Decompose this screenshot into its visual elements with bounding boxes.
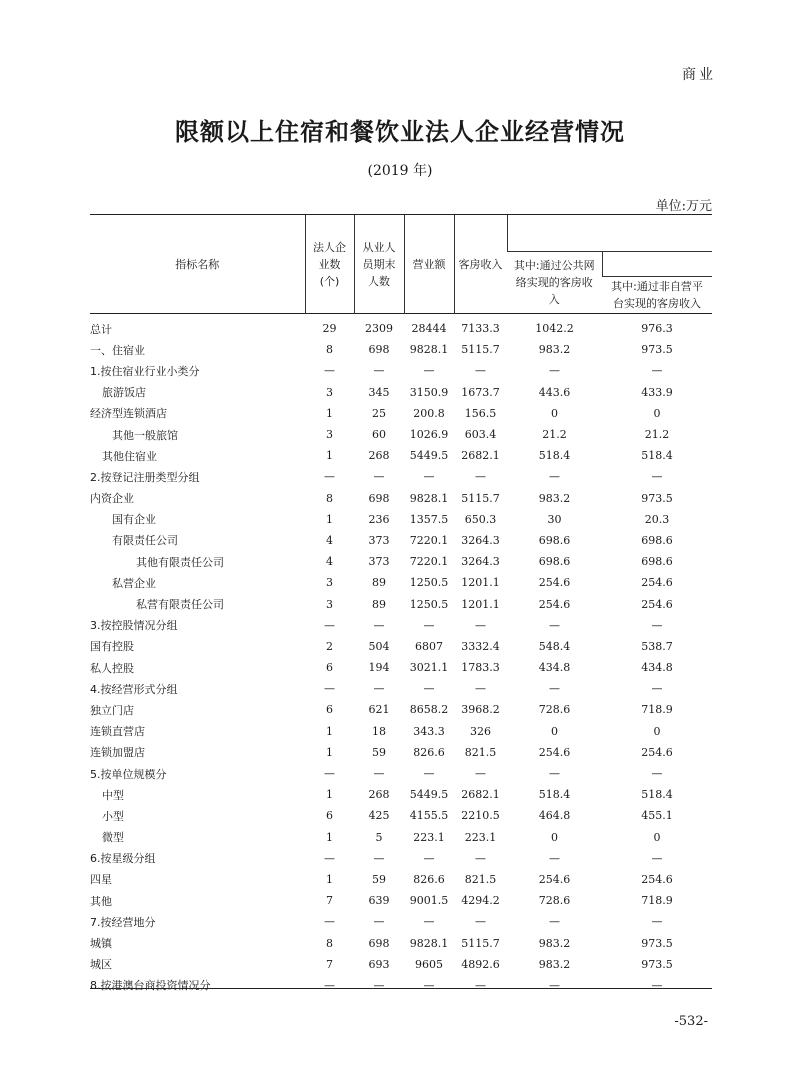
row-value: 1: [326, 745, 333, 759]
row-value: —: [324, 767, 335, 781]
row-value: 8: [326, 343, 333, 357]
row-value: —: [549, 915, 560, 929]
row-value: 603.4: [464, 428, 497, 442]
row-value: 1: [326, 872, 333, 886]
row-value: —: [549, 682, 560, 696]
row-value: 89: [372, 597, 386, 611]
row-value: —: [423, 682, 435, 696]
row-value: 2309: [365, 322, 393, 336]
table-row: [90, 784, 712, 805]
row-value: 20.3: [644, 512, 670, 526]
row-value: 254.6: [538, 597, 571, 611]
row-value: 4294.2: [461, 894, 500, 908]
row-value: —: [549, 618, 560, 632]
row-value: 1042.2: [535, 322, 574, 336]
row-value: —: [475, 978, 486, 992]
row-value: 1201.1: [461, 597, 500, 611]
row-value: 4155.5: [409, 809, 449, 823]
table-row: [90, 699, 712, 720]
row-value: 4892.6: [461, 957, 500, 971]
row-value: 718.9: [641, 894, 673, 908]
row-name: 四星: [90, 873, 112, 887]
row-name: 城镇: [90, 937, 112, 951]
header-room: 客房收入: [454, 215, 507, 314]
row-value: —: [423, 978, 435, 992]
table-row: [90, 657, 712, 678]
row-value: —: [651, 682, 663, 696]
section-label: 商业: [682, 67, 716, 83]
row-value: —: [549, 767, 560, 781]
row-value: 9828.1: [409, 936, 449, 950]
table-row: [90, 890, 712, 911]
row-value: 4: [326, 555, 333, 569]
row-value: —: [324, 915, 335, 929]
row-name: 4.按经营形式分组: [90, 682, 178, 696]
row-value: 621: [368, 703, 390, 717]
header-nonself: [602, 277, 712, 314]
table-row: [90, 466, 712, 487]
data-table: [90, 214, 712, 996]
row-value: 268: [368, 449, 390, 463]
table-row: [90, 530, 712, 551]
row-value: 236: [368, 512, 390, 526]
row-value: 434.8: [538, 661, 571, 675]
row-value: 9605: [415, 957, 443, 971]
row-value: 425: [368, 809, 390, 823]
row-value: 650.3: [464, 512, 497, 526]
row-value: —: [324, 851, 335, 865]
row-value: —: [423, 364, 435, 378]
row-value: 254.6: [641, 597, 673, 611]
row-value: —: [373, 682, 385, 696]
row-value: 826.6: [413, 872, 445, 886]
row-value: 6: [326, 703, 333, 717]
table-row: [90, 911, 712, 932]
row-value: 443.6: [538, 385, 571, 399]
row-value: —: [324, 618, 335, 632]
table-row: [90, 742, 712, 763]
row-value: 1673.7: [461, 385, 500, 399]
row-value: 518.4: [641, 788, 673, 802]
row-value: 4: [326, 533, 333, 547]
row-value: 29: [322, 322, 337, 336]
table-row: [90, 848, 712, 869]
row-value: 0: [653, 724, 661, 738]
table-body: [90, 314, 712, 997]
row-name: 其他住宿业: [102, 449, 157, 463]
row-value: 434.8: [641, 661, 673, 675]
row-value: 0: [551, 724, 558, 738]
row-value: 0: [551, 406, 558, 420]
row-value: 983.2: [538, 936, 571, 950]
table-row: [90, 509, 712, 530]
row-value: —: [651, 978, 663, 992]
row-value: 7: [326, 957, 333, 971]
row-value: 973.5: [641, 936, 673, 950]
row-value: —: [475, 915, 486, 929]
row-name: 内资企业: [90, 492, 134, 506]
row-value: 973.5: [641, 491, 673, 505]
header-count-text: 法人企业数(个): [313, 240, 346, 288]
row-value: 3968.2: [461, 703, 500, 717]
row-name: 有限责任公司: [112, 534, 178, 548]
row-value: —: [373, 364, 385, 378]
row-value: 25: [372, 406, 386, 420]
row-value: 5449.5: [409, 788, 449, 802]
row-value: 3: [326, 576, 333, 590]
table-row: [90, 954, 712, 975]
row-value: 21.2: [644, 428, 670, 442]
row-value: 698.6: [641, 555, 673, 569]
row-value: 5: [375, 830, 383, 844]
row-value: —: [651, 618, 663, 632]
row-value: 2: [326, 639, 333, 653]
row-value: 718.9: [641, 703, 673, 717]
row-name: 城区: [90, 958, 112, 972]
row-value: 973.5: [641, 957, 673, 971]
row-value: —: [475, 618, 486, 632]
row-name: 5.按单位规模分: [90, 767, 167, 781]
row-value: 639: [368, 894, 390, 908]
row-value: —: [324, 978, 335, 992]
row-value: 254.6: [641, 745, 673, 759]
row-value: —: [373, 851, 385, 865]
row-name: 经济型连锁酒店: [90, 407, 167, 421]
row-value: 693: [368, 957, 390, 971]
row-value: —: [549, 851, 560, 865]
row-name: 2.按登记注册类型分组: [90, 470, 200, 484]
row-value: —: [423, 470, 435, 484]
table-row: [90, 678, 712, 699]
row-value: 1026.9: [409, 428, 449, 442]
row-name: 微型: [102, 831, 124, 845]
header-revenue: 营业额: [404, 215, 454, 314]
header-staff-text: 从业人员期末人数: [362, 240, 396, 288]
table-row: [90, 445, 712, 466]
row-value: 821.5: [464, 872, 497, 886]
row-value: 59: [372, 872, 386, 886]
row-value: 698: [368, 491, 390, 505]
row-value: 698: [368, 936, 390, 950]
unit-label: 单位:万元: [655, 199, 712, 214]
row-value: —: [373, 767, 385, 781]
table-row: [90, 805, 712, 826]
row-name: 私人控股: [90, 661, 134, 675]
row-value: 2682.1: [461, 788, 500, 802]
row-value: 983.2: [538, 957, 571, 971]
row-value: 3264.3: [461, 555, 500, 569]
row-value: 464.8: [538, 809, 571, 823]
row-name: 1.按住宿业行业小类分: [90, 364, 200, 378]
row-value: —: [373, 618, 385, 632]
row-value: 1783.3: [461, 661, 500, 675]
table-row: [90, 932, 712, 953]
row-value: 0: [551, 830, 558, 844]
row-value: —: [423, 851, 435, 865]
row-value: 254.6: [538, 872, 571, 886]
row-value: 89: [372, 576, 386, 590]
row-value: 1: [326, 724, 333, 738]
row-value: 268: [368, 788, 390, 802]
table-row: [90, 551, 712, 572]
row-value: —: [475, 767, 486, 781]
row-value: 2682.1: [461, 449, 500, 463]
row-value: 8658.2: [409, 703, 449, 717]
row-value: 5449.5: [409, 449, 449, 463]
row-value: —: [549, 364, 560, 378]
row-name: 7.按经营地分: [90, 915, 156, 929]
row-name: 国有企业: [112, 513, 156, 527]
row-value: 9828.1: [409, 491, 449, 505]
row-value: 973.5: [641, 343, 673, 357]
table-bottom-rule: [90, 988, 712, 989]
row-value: 3: [326, 597, 333, 611]
row-name: 其他: [90, 894, 112, 908]
row-value: 698.6: [538, 555, 571, 569]
row-value: 976.3: [641, 322, 673, 336]
row-value: —: [475, 470, 486, 484]
row-value: 223.1: [464, 830, 497, 844]
table-row: [90, 721, 712, 742]
row-value: 3150.9: [409, 385, 449, 399]
header-online: [507, 252, 602, 314]
row-value: 3264.3: [461, 533, 500, 547]
row-name: 3.按控股情况分组: [90, 619, 178, 633]
row-value: —: [373, 978, 385, 992]
row-value: 728.6: [538, 703, 571, 717]
row-name: 国有控股: [90, 640, 134, 654]
row-value: 326: [470, 724, 491, 738]
row-value: —: [324, 470, 335, 484]
row-value: 7: [326, 894, 333, 908]
row-value: 1: [326, 449, 333, 463]
table-row: [90, 975, 712, 996]
table-row: [90, 318, 712, 339]
table-row: [90, 763, 712, 784]
row-value: 1: [326, 830, 333, 844]
row-value: —: [373, 915, 385, 929]
row-value: 698.6: [641, 533, 673, 547]
row-value: 504: [368, 639, 390, 653]
row-value: 7220.1: [409, 533, 449, 547]
table-row: [90, 424, 712, 445]
row-value: 518.4: [538, 788, 571, 802]
row-value: 343.3: [413, 724, 445, 738]
page-title: 限额以上住宿和餐饮业法人企业经营情况: [175, 117, 625, 146]
row-value: 821.5: [464, 745, 497, 759]
row-name: 中型: [102, 788, 124, 802]
row-value: 698.6: [538, 533, 571, 547]
row-value: —: [549, 978, 560, 992]
row-name: 其他有限责任公司: [136, 555, 224, 569]
header-nonself-text: 其中:通过非自营平台实现的客房收入: [611, 280, 703, 310]
row-value: 1: [326, 788, 333, 802]
row-value: 1250.5: [409, 597, 449, 611]
year-subtitle: (2019 年): [367, 163, 433, 179]
row-value: 548.4: [538, 639, 571, 653]
table-row: [90, 593, 712, 614]
row-value: 345: [368, 385, 390, 399]
row-name: 连锁直营店: [90, 725, 145, 739]
row-name: 一、住宿业: [90, 343, 145, 357]
row-value: 455.1: [641, 809, 673, 823]
data-table-container: [90, 214, 712, 996]
row-value: —: [423, 618, 435, 632]
row-name: 8.按港澳台商投资情况分: [90, 979, 211, 993]
row-name: 其他一般旅馆: [112, 428, 178, 442]
row-value: —: [475, 851, 486, 865]
row-value: 3021.1: [409, 661, 449, 675]
row-value: —: [373, 470, 385, 484]
row-value: —: [651, 767, 663, 781]
row-value: 59: [372, 745, 386, 759]
row-value: 373: [368, 555, 390, 569]
row-name: 旅游饭店: [102, 386, 146, 400]
row-value: 3: [326, 385, 333, 399]
row-value: 0: [653, 406, 661, 420]
row-value: 1250.5: [409, 576, 449, 590]
row-value: —: [324, 682, 335, 696]
header-count: [305, 215, 354, 314]
row-name: 私营有限责任公司: [136, 598, 224, 612]
row-value: 1: [326, 512, 333, 526]
row-value: 9001.5: [409, 894, 449, 908]
row-value: 223.1: [413, 830, 445, 844]
row-value: 1201.1: [461, 576, 500, 590]
row-name: 私营企业: [112, 576, 156, 590]
table-row: [90, 360, 712, 381]
header-top-spacer: [507, 215, 712, 252]
row-value: 8: [326, 491, 333, 505]
row-value: —: [475, 364, 486, 378]
row-name: 总计: [90, 322, 112, 336]
row-value: 18: [372, 724, 386, 738]
row-value: 6: [326, 661, 333, 675]
row-value: —: [651, 364, 663, 378]
row-value: 254.6: [641, 576, 673, 590]
header-sub-spacer: [602, 252, 712, 277]
row-value: 254.6: [538, 576, 571, 590]
row-name: 6.按星级分组: [90, 852, 156, 866]
row-value: 28444: [411, 322, 447, 336]
row-value: 6: [326, 809, 333, 823]
row-value: 983.2: [538, 491, 571, 505]
table-row: [90, 615, 712, 636]
row-value: 156.5: [464, 406, 497, 420]
header-name: 指标名称: [90, 215, 305, 314]
row-value: —: [324, 364, 335, 378]
row-value: 983.2: [538, 343, 571, 357]
table-row: [90, 403, 712, 424]
table-row: [90, 339, 712, 360]
row-value: 9828.1: [409, 343, 449, 357]
row-value: —: [651, 915, 663, 929]
row-value: 538.7: [641, 639, 673, 653]
header-online-text: 其中:通过公共网络实现的客房收入: [513, 259, 595, 306]
table-row: [90, 869, 712, 890]
row-value: 8: [326, 936, 333, 950]
row-value: 433.9: [641, 385, 673, 399]
row-value: 194: [368, 661, 390, 675]
page-number: -532-: [674, 1014, 708, 1029]
header-staff: [354, 215, 404, 314]
row-value: —: [423, 767, 435, 781]
row-value: 7133.3: [461, 322, 500, 336]
table-row: [90, 488, 712, 509]
table-row: [90, 382, 712, 403]
row-value: 3332.4: [461, 639, 500, 653]
row-value: —: [651, 851, 663, 865]
row-name: 小型: [102, 809, 124, 823]
row-value: 518.4: [538, 449, 571, 463]
row-value: 373: [368, 533, 390, 547]
row-value: —: [549, 470, 560, 484]
row-value: 728.6: [538, 894, 571, 908]
row-value: 30: [547, 512, 562, 526]
row-value: 200.8: [413, 406, 445, 420]
row-value: 1: [326, 406, 333, 420]
row-value: 5115.7: [461, 343, 500, 357]
row-value: —: [651, 470, 663, 484]
row-value: 5115.7: [461, 491, 500, 505]
table-row: [90, 636, 712, 657]
row-value: 3: [326, 428, 333, 442]
row-value: 254.6: [538, 745, 571, 759]
row-value: 6807: [415, 639, 443, 653]
row-value: —: [423, 915, 435, 929]
row-value: 518.4: [641, 449, 673, 463]
row-value: 826.6: [413, 745, 445, 759]
row-value: 21.2: [542, 428, 567, 442]
row-value: 5115.7: [461, 936, 500, 950]
row-value: 7220.1: [409, 555, 449, 569]
table-header: [90, 215, 712, 314]
row-value: 2210.5: [461, 809, 500, 823]
table-row: [90, 827, 712, 848]
row-value: 0: [653, 830, 661, 844]
row-name: 连锁加盟店: [90, 746, 145, 760]
row-value: 254.6: [641, 872, 673, 886]
row-value: —: [475, 682, 486, 696]
row-name: 独立门店: [90, 703, 134, 717]
row-value: 1357.5: [409, 512, 449, 526]
row-value: 60: [372, 428, 386, 442]
row-value: 698: [368, 343, 390, 357]
table-row: [90, 572, 712, 593]
